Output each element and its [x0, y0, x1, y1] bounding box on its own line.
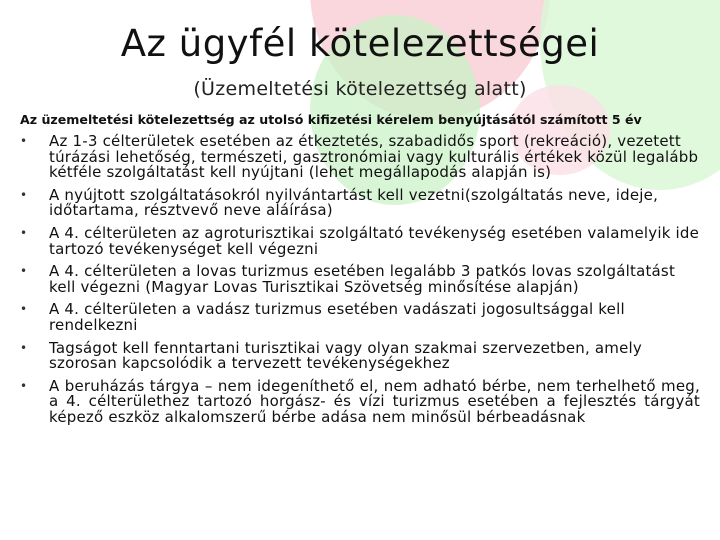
list-item: [20, 134, 700, 181]
list-item: [20, 376, 700, 426]
bullet-icon: •: [20, 378, 28, 393]
bullet-icon: •: [20, 264, 28, 279]
list-item: [20, 185, 700, 220]
list-item-text: A beruházás tárgya – nem idegeníthető el, nem adható bérbe, nem terhelhető meg, a 4. célterülethez tartozó horgász- és vízi turizmus esetében a fejlesztés tárgyát képező eszköz alkalomszerű bérbe adása nem minősül bérbeadásnak: [49, 376, 700, 426]
slide-title: Az ügyfél kötelezettségei: [120, 22, 600, 65]
bullet-icon: •: [20, 340, 28, 355]
list-item-text: A nyújtott szolgáltatásokról nyilvántartást kell vezetni(szolgáltatás neve, ideje, időtartama, résztvevő neve aláírása): [49, 185, 659, 220]
list-item: [20, 302, 700, 333]
list-item-text: A 4. célterületen a vadász turizmus esetében vadászati jogosultsággal kell rendelkezni: [49, 300, 625, 334]
list-item-text: Tagságot kell fenntartani turisztikai vagy olyan szakmai szervezetben, amely szorosan kapcsolódik a tervezett tevékenységekhez: [49, 338, 642, 373]
list-item-text: A 4. célterületen az agroturisztikai szolgáltató tevékenység esetében valamelyik ide tartozó tevékenységet kell végezni: [49, 223, 700, 258]
list-item-text: A 4. célterületen a lovas turizmus esetében legalább 3 patkós lovas szolgáltatást kell végezni (Magyar Lovas Turisztikai Szövetség minősítése alapján): [49, 262, 676, 296]
slide-subtitle: (Üzemeltetési kötelezettség alatt): [193, 78, 527, 100]
obligation-list: [20, 134, 700, 433]
list-item: [20, 338, 700, 373]
lead-statement: Az üzemeltetési kötelezettség az utolsó kifizetési kérelem benyújtásától számított 5 év: [20, 112, 642, 127]
bullet-icon: •: [20, 134, 28, 148]
list-item-text: Az 1-3 célterületek esetében az étkeztetés, szabadidős sport (rekreáció), vezetett túrázási lehetőség, természeti, gasztronómiai vagy kulturális értékek közül legalább kétféle szolgáltatást kell nyújtani (lehet megállapodás alapján is): [49, 132, 699, 182]
bullet-icon: •: [20, 187, 28, 202]
bullet-icon: •: [20, 302, 28, 317]
list-item: [20, 223, 700, 258]
list-item: [20, 264, 700, 295]
bullet-icon: •: [20, 225, 28, 240]
